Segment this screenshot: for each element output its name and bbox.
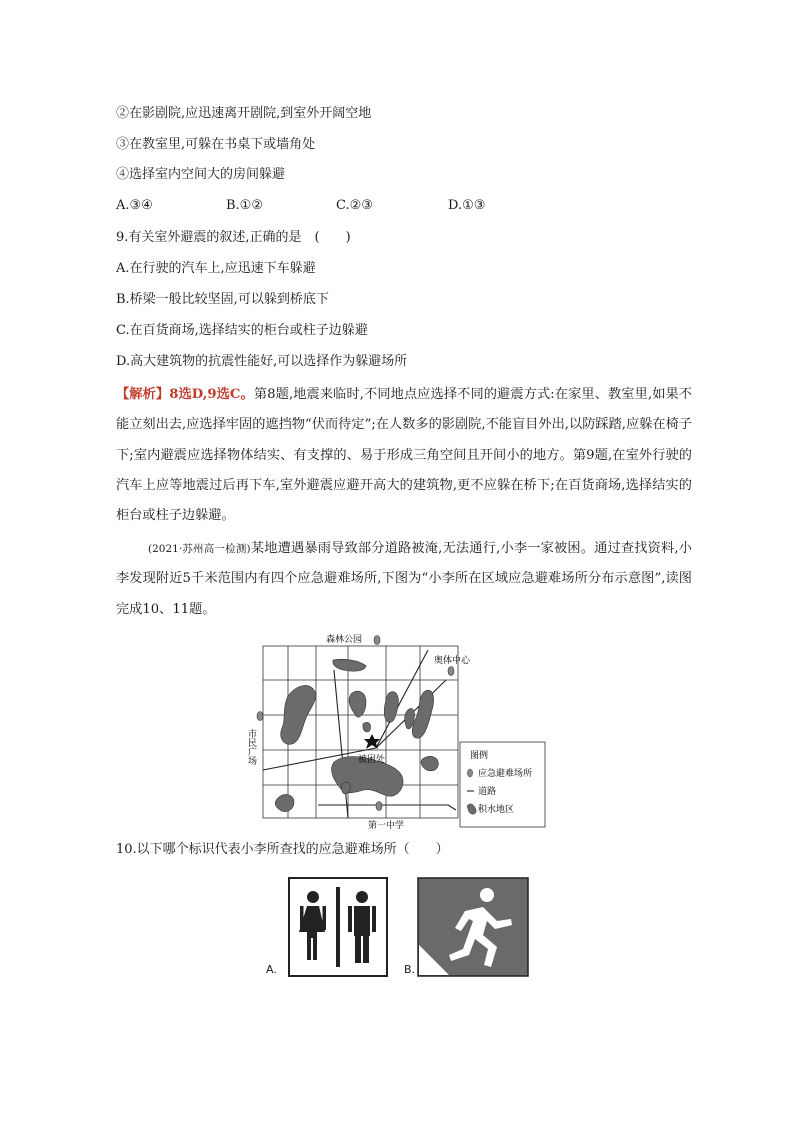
q10-option-a-label: A. <box>266 963 277 976</box>
q9-option-d: D.高大建筑物的抗震性能好,可以选择作为躲避场所 <box>116 354 408 369</box>
shelter-city-square <box>257 712 263 721</box>
shelter-map <box>248 630 548 830</box>
label-trapped: 被困处 <box>358 755 386 765</box>
waterlogged-areas <box>275 659 438 811</box>
q9-option-a: A.在行驶的汽车上,应迅速下车躲避 <box>116 261 316 276</box>
shelter-school <box>376 802 382 811</box>
analysis-tag: 【解析】 <box>116 387 170 402</box>
q9-option-c: C.在百货商场,选择结实的柜台或柱子边躲避 <box>116 323 368 338</box>
intro-text: 某地遭遇暴雨导致部分道路被淹,无法通行,小李一家被困。通过查找资料,小李发现附近5千米范围内有四个应急避难场所,下图为“小李所在区域应急避难场所分布示意图”,读图完成10、11题。 <box>116 541 692 617</box>
q8-option-a: A.③④ <box>116 198 153 213</box>
legend-waterlogged: 积水地区 <box>478 805 515 815</box>
analysis-answer: 8选D,9选C。 <box>169 387 254 402</box>
q9-stem: 9.有关室外避震的叙述,正确的是 ( ) <box>116 230 351 245</box>
intro-paragraph <box>116 534 692 625</box>
label-school: 第一中学 <box>368 821 405 831</box>
legend-title: 图例 <box>470 751 489 761</box>
analysis-body: 第8题,地震来临时,不同地点应选择不同的避震方式:在家里、教室里,如果不能立刻出去,应选择牢固的遮挡物“伏而待定”;在人数多的影剧院,不能盲目外出,以防踩踏,应躲在椅子下;室内避震应选择物体结实、有支撑的、易于形成三角空间且开间小的地方。第9题,在室外行驶的汽车上应等地震过后再下车,室外避震应避开高大的建筑物,更不应躲在桥下;在百货商场,选择结实的柜台或柱子边躲避。 <box>116 387 692 524</box>
shelter-sports-center <box>448 667 454 676</box>
analysis-paragraph <box>116 380 692 531</box>
intro-source: (2021·苏州高一检测) <box>148 543 251 555</box>
legend-road: 道路 <box>478 787 497 797</box>
emergency-shelter-sign <box>417 877 529 977</box>
restroom-sign <box>288 877 388 977</box>
label-city-square: 市民广场 <box>246 729 256 765</box>
q8-item-4: ④选择室内空间大的房间躲避 <box>116 167 286 182</box>
label-sports-center: 奥体中心 <box>434 656 471 666</box>
q8-item-3: ③在教室里,可躲在书桌下或墙角处 <box>116 137 316 152</box>
label-forest-park: 森林公园 <box>326 635 363 645</box>
q9-option-b: B.桥梁一般比较坚固,可以躲到桥底下 <box>116 292 329 307</box>
q10-stem: 10.以下哪个标识代表小李所查找的应急避难场所（ ） <box>116 842 449 857</box>
q8-item-2: ②在影剧院,应迅速离开剧院,到室外开阔空地 <box>116 106 372 121</box>
q8-option-b: B.①② <box>226 198 263 213</box>
shelter-forest-park <box>374 636 380 645</box>
legend-shelter: 应急避难场所 <box>478 769 533 779</box>
map-legend <box>460 742 545 827</box>
q8-option-d: D.①③ <box>448 198 486 213</box>
q10-option-b-label: B. <box>404 963 416 976</box>
q8-option-c: C.②③ <box>336 198 373 213</box>
